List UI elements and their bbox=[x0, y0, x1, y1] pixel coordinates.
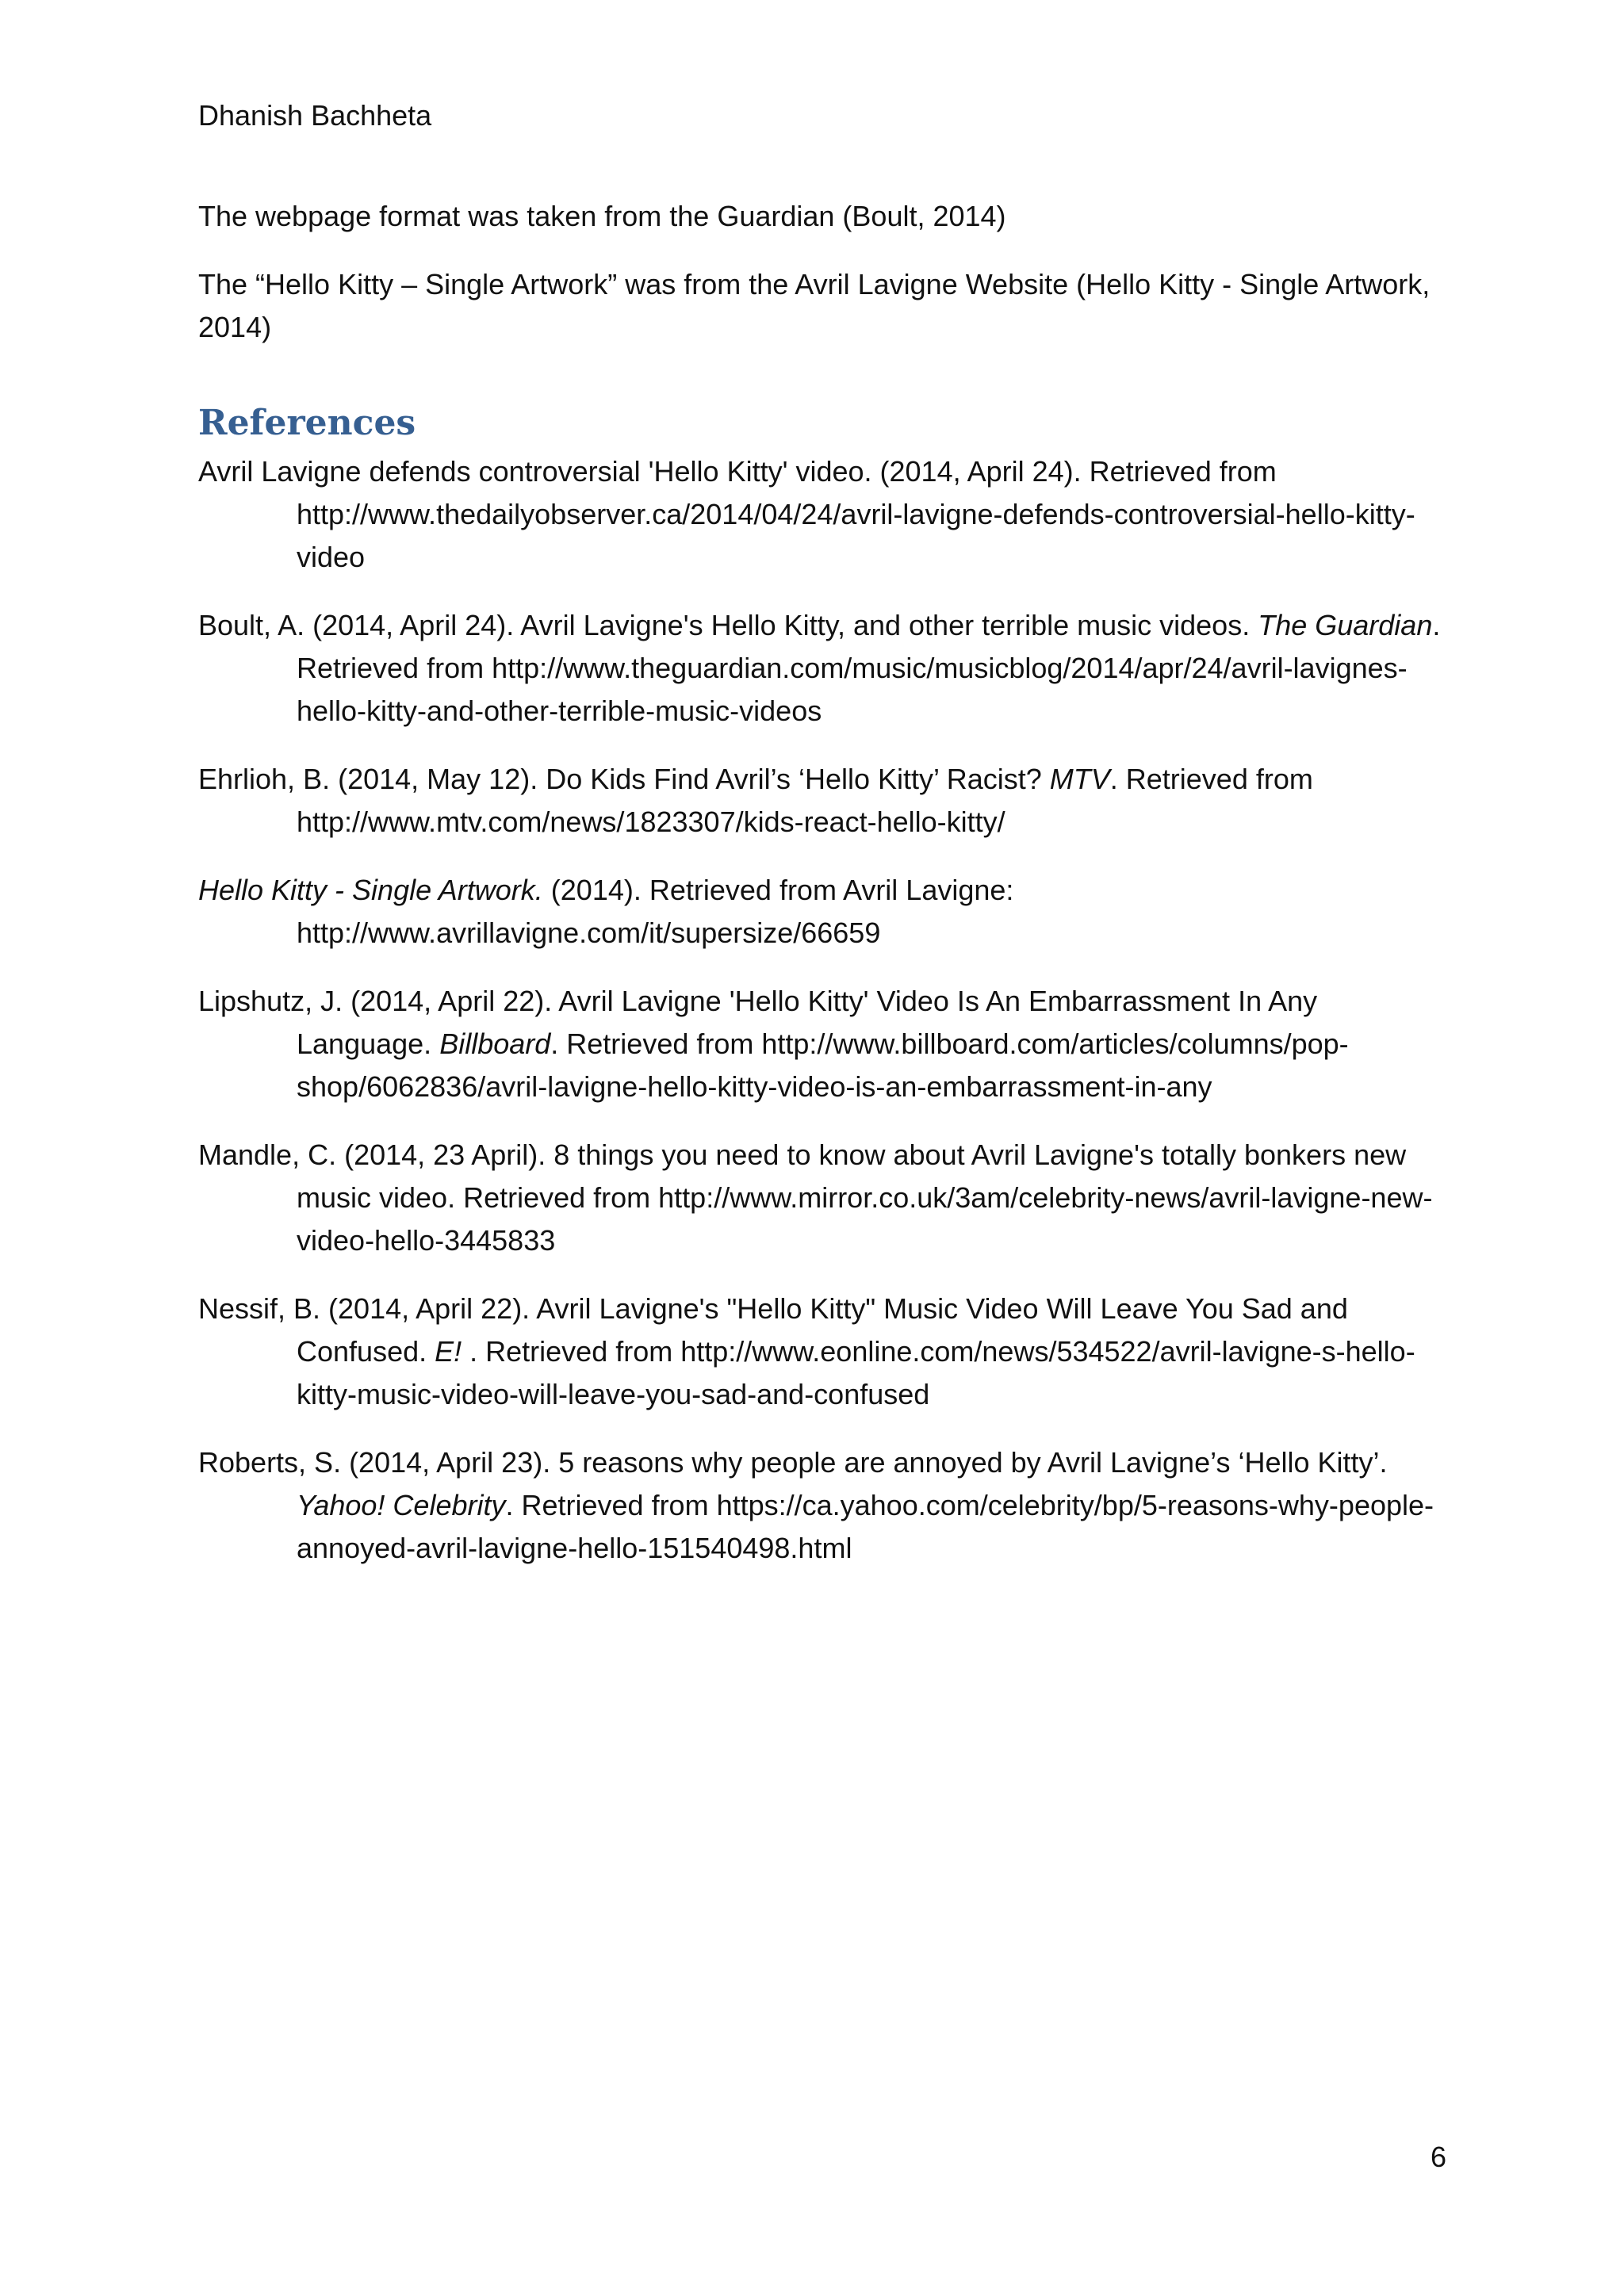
references-heading: References bbox=[198, 403, 416, 443]
reference-source-title: Billboard bbox=[439, 1027, 551, 1060]
reference-entry bbox=[198, 1288, 1451, 1416]
reference-text: . Retrieved from https://ca.yahoo.com/celebrity/bp/5-reasons-why-people-annoyed-avril-lavigne-hello-151540498.html bbox=[297, 1489, 1434, 1564]
reference-source-title: The Guardian bbox=[1258, 609, 1433, 641]
reference-source-title: MTV bbox=[1049, 763, 1110, 795]
reference-text: . Retrieved from http://www.billboard.com/articles/columns/pop-shop/6062836/avril-lavigne-hello-kitty-video-is-an-embarrassment-in-any bbox=[297, 1027, 1349, 1103]
page-header-author: Dhanish Bachheta bbox=[198, 99, 432, 132]
reference-text: . Retrieved from http://www.mtv.com/news/1823307/kids-react-hello-kitty/ bbox=[297, 763, 1313, 838]
reference-entry bbox=[198, 869, 1451, 955]
reference-entry bbox=[198, 758, 1451, 844]
reference-text: . Retrieved from http://www.theguardian.com/music/musicblog/2014/apr/24/avril-lavignes-hello-kitty-and-other-terrible-music-videos bbox=[297, 609, 1441, 727]
reference-entry bbox=[198, 1441, 1451, 1570]
reference-text: Lipshutz, J. (2014, April 22). Avril Lavigne 'Hello Kitty' Video Is An Embarrassment In Any Language. bbox=[198, 985, 1318, 1060]
reference-source-title: E! bbox=[435, 1335, 462, 1368]
reference-entry bbox=[198, 450, 1451, 579]
page-number: 6 bbox=[1430, 2141, 1446, 2173]
reference-text: Mandle, C. (2014, 23 April). 8 things you need to know about Avril Lavigne's totally bonkers new music video. Retrieved from http://www.mirror.co.uk/3am/celebrity-news/avril-lavigne-new-video-hello-3445833 bbox=[198, 1138, 1433, 1257]
reference-text: Avril Lavigne defends controversial 'Hello Kitty' video. (2014, April 24). Retrieved from http://www.thedailyobserver.ca/2014/04/24/avril-lavigne-defends-controversial-hello-kitty-video bbox=[198, 455, 1415, 573]
reference-entry bbox=[198, 604, 1451, 733]
reference-text: (2014). Retrieved from Avril Lavigne: http://www.avrillavigne.com/it/supersize/66659 bbox=[297, 874, 1014, 949]
reference-text: Roberts, S. (2014, April 23). 5 reasons why people are annoyed by Avril Lavigne’s ‘Hello Kitty’. bbox=[198, 1446, 1388, 1479]
reference-text: Ehrlioh, B. (2014, May 12). Do Kids Find Avril’s ‘Hello Kitty’ Racist? bbox=[198, 763, 1050, 795]
reference-source-title: Hello Kitty - Single Artwork. bbox=[198, 874, 543, 906]
page-content bbox=[198, 195, 1451, 1595]
body-paragraph: The “Hello Kitty – Single Artwork” was from the Avril Lavigne Website (Hello Kitty - Single Artwork, 2014) bbox=[198, 268, 1431, 343]
reference-entry bbox=[198, 1134, 1451, 1262]
reference-text: . Retrieved from http://www.eonline.com/news/534522/avril-lavigne-s-hello-kitty-music-video-will-leave-you-sad-and-confused bbox=[297, 1335, 1415, 1410]
reference-source-title: Yahoo! Celebrity bbox=[297, 1489, 506, 1521]
reference-text: Nessif, B. (2014, April 22). Avril Lavigne's "Hello Kitty" Music Video Will Leave You Sad and Confused. bbox=[198, 1292, 1348, 1368]
body-paragraph: The webpage format was taken from the Guardian (Boult, 2014) bbox=[198, 200, 1006, 232]
references-list bbox=[198, 450, 1451, 1570]
reference-text: Boult, A. (2014, April 24). Avril Lavigne's Hello Kitty, and other terrible music videos. bbox=[198, 609, 1258, 641]
reference-entry bbox=[198, 980, 1451, 1108]
